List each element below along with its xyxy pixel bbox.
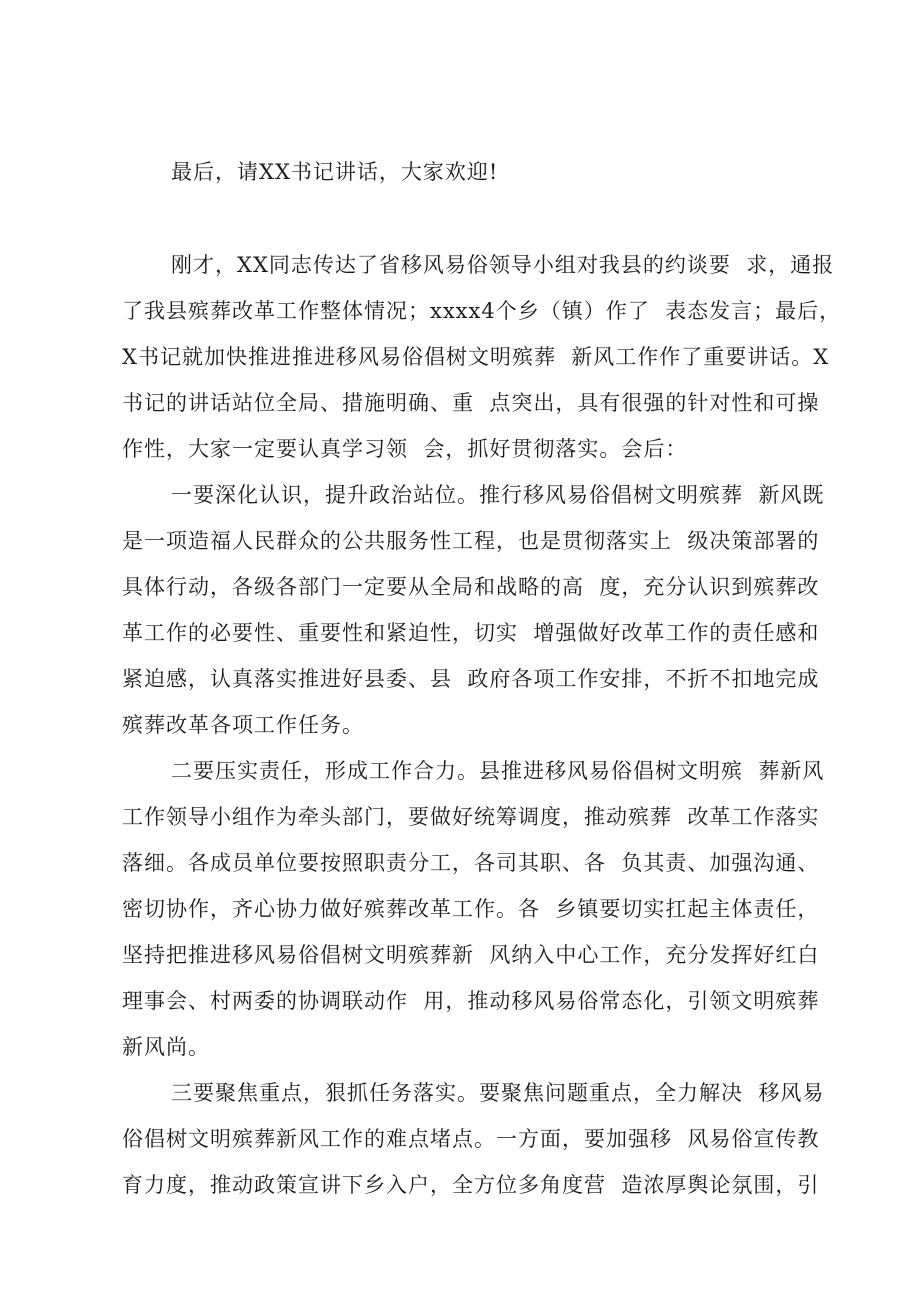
text-line: 是一项造福人民群众的公共服务性工程，也是贯彻落实上 级决策部署的 xyxy=(122,529,820,553)
text-line: 落细。各成员单位要按照职责分工，各司其职、各 负其责、加强沟通、 xyxy=(122,851,820,875)
text-line: 书记的讲话站位全局、措施明确、重 点突出，具有很强的针对性和可操 xyxy=(122,391,820,415)
text-line: 工作领导小组作为牵头部门，要做好统筹调度，推动殡葬 改革工作落实 xyxy=(122,805,820,829)
text-line: X书记就加快推进推进移风易俗倡树文明殡葬 新风工作作了重要讲话。X xyxy=(122,345,830,369)
text-line: 育力度，推动政策宣讲下乡入户，全方位多角度营 造浓厚舆论氛围，引 xyxy=(122,1173,820,1197)
text-line: 坚持把推进移风易俗倡树文明殡葬新 风纳入中心工作，充分发挥好红白 xyxy=(122,943,820,967)
text-line: 理事会、村两委的协调联动作 用，推动移风易俗常态化，引领文明殡葬 xyxy=(122,989,820,1013)
text-line: 具体行动，各级各部门一定要从全局和战略的高 度，充分认识到殡葬改 xyxy=(122,575,820,599)
text-line: 革工作的必要性、重要性和紧迫性，切实 增强做好改革工作的责任感和 xyxy=(122,621,820,645)
text-line: 刚才，XX同志传达了省移风易俗领导小组对我县的约谈要 求，通报 xyxy=(171,253,835,277)
text-line: 二要压实责任，形成工作合力。县推进移风易俗倡树文明殡 葬新风 xyxy=(171,759,825,783)
text-line: 俗倡树文明殡葬新风工作的难点堵点。一方面，要加强移 风易俗宣传教 xyxy=(122,1127,820,1151)
text-line: 殡葬改革各项工作任务。 xyxy=(122,713,364,737)
text-line: 新风尚。 xyxy=(122,1035,210,1059)
text-line: 作性，大家一定要认真学习领 会，抓好贯彻落实。会后： xyxy=(122,437,688,461)
closing-line: 最后，请XX书记讲话，大家欢迎! xyxy=(171,160,499,184)
text-line: 紧迫感，认真落实推进好县委、县 政府各项工作安排，不折不扣地完成 xyxy=(122,667,820,691)
text-line: 一要深化认识，提升政治站位。推行移风易俗倡树文明殡葬 新风既 xyxy=(171,483,825,507)
text-line: 三要聚焦重点，狠抓任务落实。要聚焦问题重点，全力解决 移风易 xyxy=(171,1081,825,1105)
text-line: 密切协作，齐心协力做好殡葬改革工作。各 乡镇要切实扛起主体责任， xyxy=(122,897,820,921)
text-line: 了我县殡葬改革工作整体情况；xxxx4个乡（镇）作了 表态发言；最后， xyxy=(122,299,842,323)
